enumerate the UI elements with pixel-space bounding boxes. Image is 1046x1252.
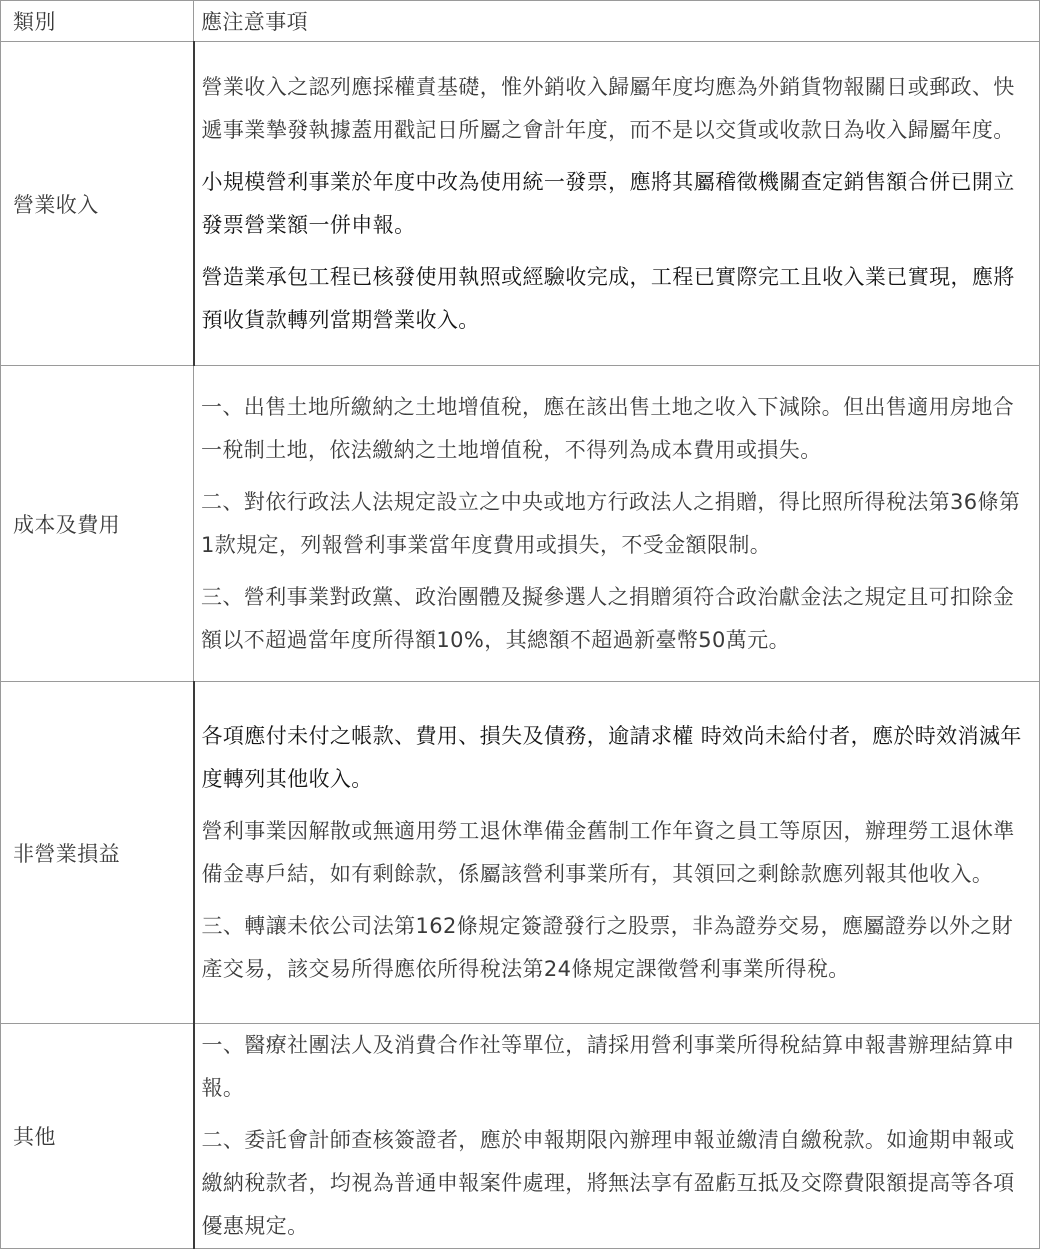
note-paragraph: 營利事業因解散或無適用勞工退休準備金舊制工作年資之員工等原因，辦理勞工退休準備金專戶結，如有剩餘款，係屬該營利事業所有，其領回之剩餘款應列報其他收入。 xyxy=(201,818,1015,886)
table-header-row xyxy=(1,1,1040,42)
table-row xyxy=(1,1024,1040,1249)
table-row xyxy=(1,366,1040,682)
row-notes xyxy=(194,366,1040,682)
row-notes xyxy=(194,1024,1040,1249)
row-category: 非營業損益 xyxy=(1,682,194,1024)
row-category: 成本及費用 xyxy=(1,366,194,682)
note-paragraph: 小規模營利事業於年度中改為使用統一發票，應將其屬稽徵機關查定銷售額合併已開立發票營業額一併申報。 xyxy=(201,169,1015,237)
row-notes xyxy=(194,42,1040,366)
header-notes: 應注意事項 xyxy=(194,1,1040,42)
note-paragraph: 營造業承包工程已核發使用執照或經驗收完成，工程已實際完工且收入業已實現，應將預收貨款轉列當期營業收入。 xyxy=(201,264,1015,332)
row-category: 營業收入 xyxy=(1,42,194,366)
note-paragraph: 二、對依行政法人法規定設立之中央或地方行政法人之捐贈，得比照所得稅法第36條第1款規定，列報營利事業當年度費用或損失，不受金額限制。 xyxy=(201,489,1021,557)
note-paragraph: 營業收入之認列應採權責基礎，惟外銷收入歸屬年度均應為外銷貨物報關日或郵政、快遞事業摯發執據蓋用戳記日所屬之會計年度，而不是以交貨或收款日為收入歸屬年度。 xyxy=(201,74,1015,142)
row-category: 其他 xyxy=(1,1024,194,1249)
header-category: 類別 xyxy=(1,1,194,42)
table-row xyxy=(1,42,1040,366)
table-row xyxy=(1,682,1040,1024)
row-notes xyxy=(194,682,1040,1024)
note-paragraph: 三、轉讓未依公司法第162條規定簽證發行之股票，非為證券交易，應屬證券以外之財產交易，該交易所得應依所得稅法第24條規定課徵營利事業所得稅。 xyxy=(201,913,1014,981)
note-paragraph: 三、營利事業對政黨、政治團體及擬參選人之捐贈須符合政治獻金法之規定且可扣除金額以不超過當年度所得額10%，其總額不超過新臺幣50萬元。 xyxy=(201,584,1015,652)
note-paragraph: 各項應付未付之帳款、費用、損失及債務，逾請求權 時效尚未給付者，應於時效消滅年度轉列其他收入。 xyxy=(201,723,1022,791)
note-paragraph: 一、醫療社團法人及消費合作社等單位，請採用營利事業所得稅結算申報書辦理結算申報。 xyxy=(201,1033,1015,1100)
note-paragraph: 一、出售土地所繳納之土地增值稅，應在該出售土地之收入下減除。但出售適用房地合一稅制土地，依法繳納之土地增值稅，不得列為成本費用或損失。 xyxy=(201,394,1015,462)
note-paragraph: 二、委託會計師查核簽證者，應於申報期限內辦理申報並繳清自繳稅款。如逾期申報或繳納稅款者，均視為普通申報案件處理，將無法享有盈虧互抵及交際費限額提高等各項優惠規定。 xyxy=(201,1128,1015,1238)
